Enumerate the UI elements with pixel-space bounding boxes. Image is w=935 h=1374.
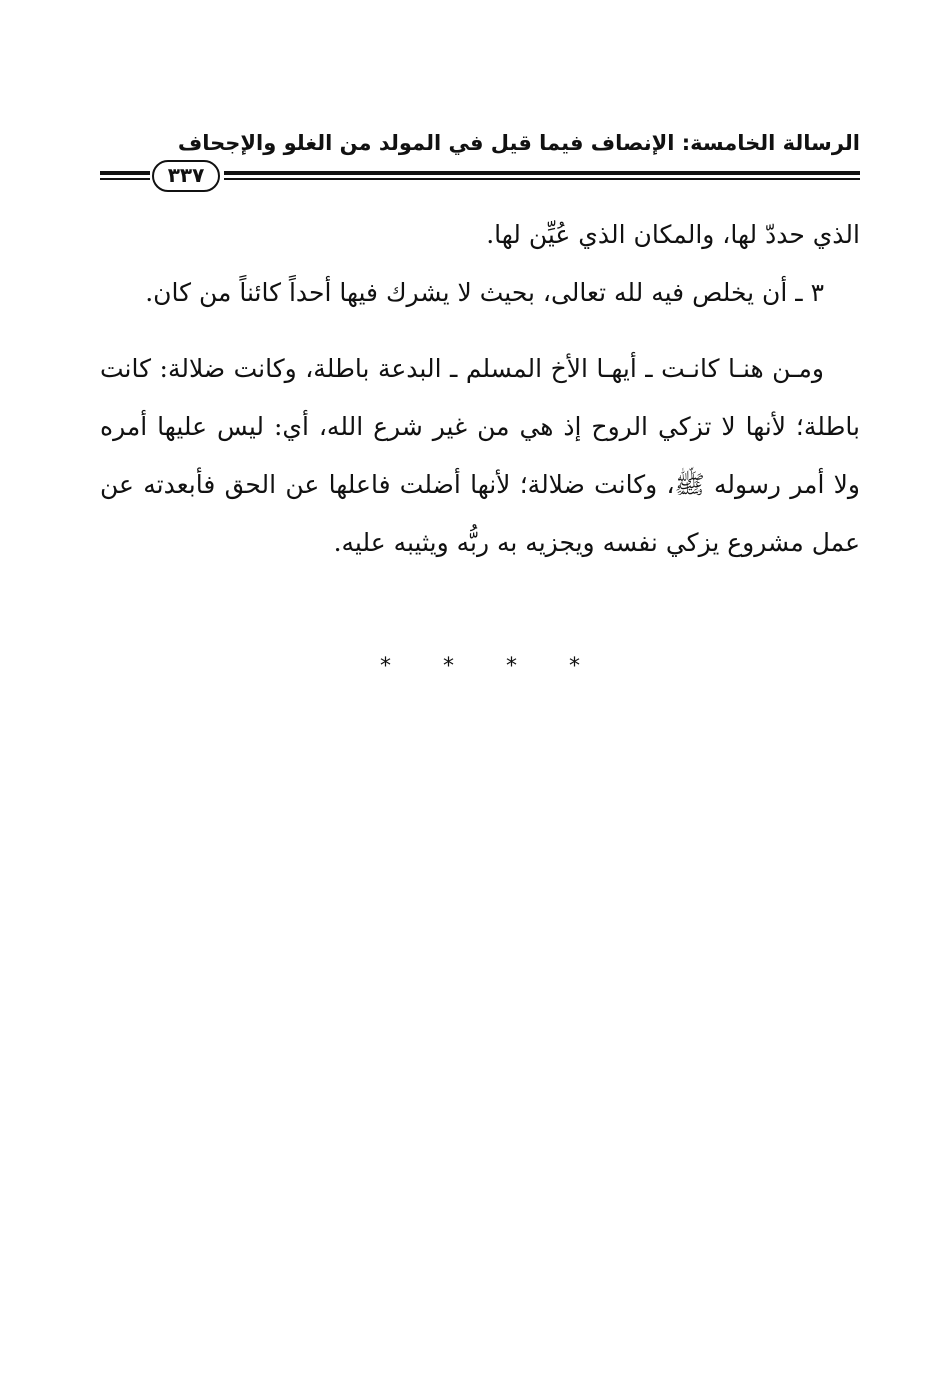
running-title: الرسالة الخامسة: الإنصاف فيما قيل في المولد من الغلو والإجحاف <box>177 131 860 155</box>
header-rule-left-thin <box>100 178 150 180</box>
section-separator <box>380 652 580 682</box>
page-number: ٣٣٧ <box>167 163 205 187</box>
separator-star: * <box>380 654 391 679</box>
separator-star: * <box>443 654 454 679</box>
header-rule-left <box>100 171 150 175</box>
separator-star: * <box>506 654 517 679</box>
paragraph-3: ومـن هنـا كانـت ـ أيهـا الأخ المسلم ـ البدعة باطلة، وكانت ضلالة: كانت باطلة؛ لأنها لا تزكي الروح إذ هي من غير شرع الله، أي: ليس عليها أمره ولا أمر رسوله ﷺ، وكانت ضلالة؛ لأنها أضلت فاعلها عن الحق فأبعدته عن عمل مشروع يزكي نفسه ويجزيه به ربُّه ويثيبه عليه. <box>100 354 860 557</box>
body-text <box>100 206 860 572</box>
page-number-badge <box>152 160 220 192</box>
separator-star: * <box>569 654 580 679</box>
paragraph-2: ٣ ـ أن يخلص فيه لله تعالى، بحيث لا يشرك فيها أحداً كائناً من كان. <box>145 278 824 307</box>
header-rule-right <box>224 171 860 175</box>
header-rule-right-thin <box>224 178 860 180</box>
paragraph-1: الذي حددّ لها، والمكان الذي عُيِّن لها. <box>486 220 860 249</box>
